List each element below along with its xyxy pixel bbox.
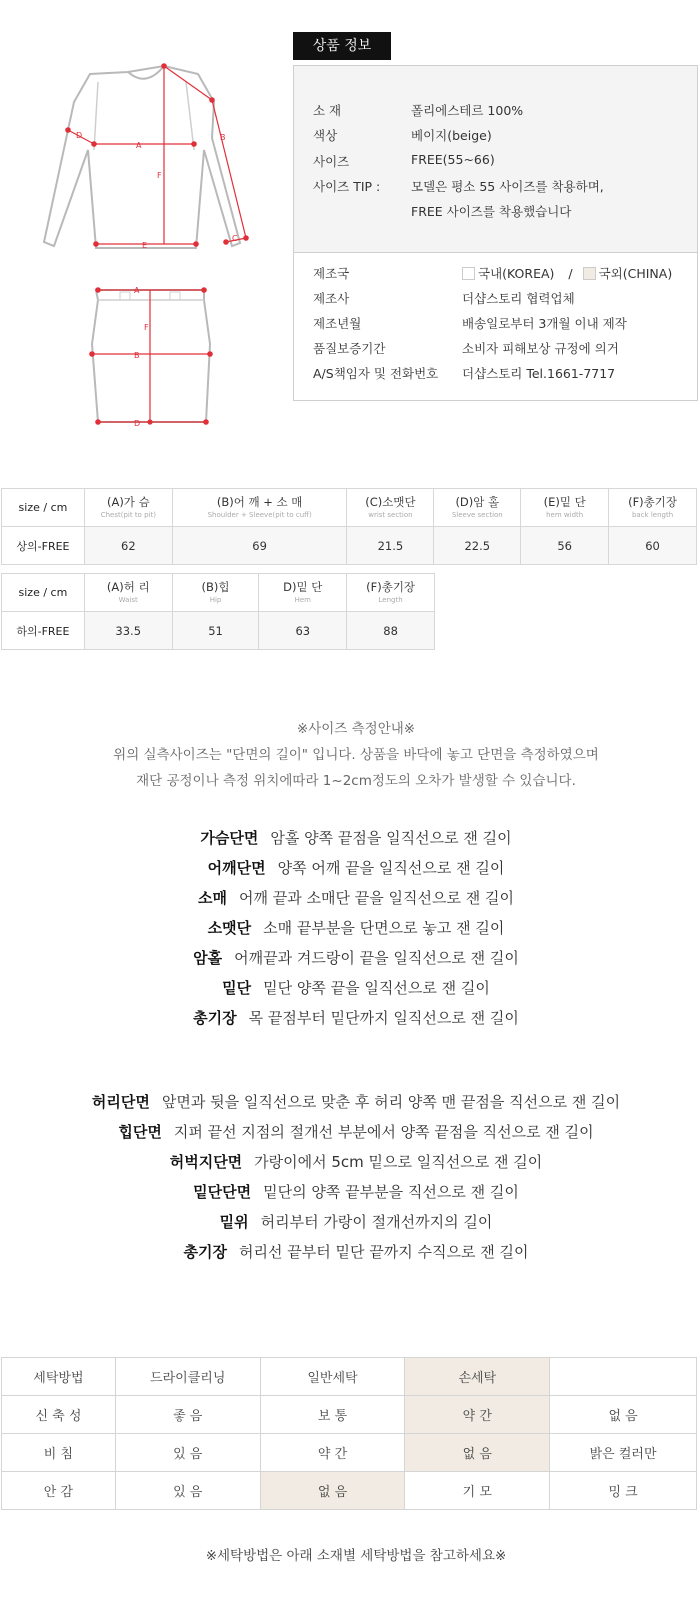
size-bottom-header-row: [2, 574, 435, 612]
care-row-sheerness: [2, 1434, 697, 1472]
size-top-value-row: [2, 527, 697, 565]
origin-separator: /: [568, 266, 573, 281]
size-top-col-length: (F)총기장 back length: [609, 489, 697, 527]
def-top-armhole: 암홀 어깨끝과 겨드랑이 끝을 일직선으로 잰 길이: [193, 949, 519, 967]
size-bottom-col-hem: D)밑 단 Hem: [259, 574, 347, 612]
size-top-row-label: 상의-FREE: [2, 527, 85, 565]
size-top-value-hem: 56: [521, 527, 609, 565]
size-top-value-length: 60: [609, 527, 697, 565]
care-header-dry-cleaning: 드라이클리닝: [115, 1358, 260, 1396]
notes-title: ※사이즈 측정안내※: [296, 721, 416, 737]
care-label-stretch: 신 축 성: [2, 1396, 116, 1434]
def-bottom-hip: 힙단면 지퍼 끝선 지점의 절개선 부분에서 양쪽 끝점을 직선으로 잰 길이: [118, 1123, 594, 1141]
def-top-hem: 밑단 밑단 양쪽 끝을 일직선으로 잰 길이: [222, 979, 490, 997]
diagram-label-a: A: [136, 141, 142, 150]
diagram-label-e: E: [142, 241, 148, 250]
size-top-col-wrist: (C)소맷단 wrist section: [347, 489, 434, 527]
size-bottom-col-waist: (A)허 리 Waist: [84, 574, 172, 612]
care-row-stretch: [2, 1396, 697, 1434]
size-top-value-armhole: 22.5: [434, 527, 521, 565]
size-table-bottom: [1, 573, 435, 650]
product-spec-box: 소 재 폴리에스테르 100% 색상 베이지(beige) 사이즈 FREE(55~66) 사이즈 TIP : 모델은 평소 55 사이즈를 착용하며, FREE 사이즈를 착용했습니다: [293, 65, 698, 253]
def-top-sleeve: 소매 어깨 끝과 소매단 끝을 일직선으로 잰 길이: [198, 889, 514, 907]
size-bottom-row-label: 하의-FREE: [2, 612, 85, 650]
origin-china: 국외(CHINA): [598, 266, 673, 281]
size-top-value-chest: 62: [84, 527, 172, 565]
care-header-hand-wash: 손세탁: [405, 1358, 550, 1396]
size-top-col-armhole: (D)암 홀 Sleeve section: [434, 489, 521, 527]
size-top-col-shoulder-sleeve: (B)어 깨 + 소 매 Shoulder + Sleeve(pit to cuff): [172, 489, 347, 527]
def-top-length: 총기장 목 끝점부터 밑단까지 일직선으로 잰 길이: [193, 1009, 519, 1027]
diagram-label-hip-b: B: [134, 351, 140, 360]
size-bottom-col-length: (F)총기장 Length: [347, 574, 435, 612]
size-bottom-value-length: 88: [347, 612, 435, 650]
notes-line-2: 재단 공정이나 측정 위치에따라 1~2cm정도의 오차가 발생할 수 있습니다.: [136, 773, 576, 789]
skirt-measurement-diagram: [88, 284, 218, 444]
def-bottom-waist: 허리단면 앞면과 뒷을 일직선으로 맞춘 후 허리 양쪽 맨 끝점을 직선으로 잰 길이: [91, 1093, 621, 1111]
care-header-row: [2, 1358, 697, 1396]
def-bottom-rise: 밑위 허리부터 가랑이 절개선까지의 길이: [219, 1213, 493, 1231]
top-measurement-diagram: [36, 58, 256, 258]
def-bottom-length: 총기장 허리선 끝부터 밑단 끝까지 수직으로 잰 길이: [183, 1243, 529, 1261]
measurement-notes: [0, 716, 700, 794]
size-top-value-shoulder-sleeve: 69: [172, 527, 347, 565]
size-bottom-value-waist: 33.5: [84, 612, 172, 650]
care-label-sheerness: 비 침: [2, 1434, 116, 1472]
origin-korea: 국내(KOREA): [478, 266, 555, 281]
care-cell-selected: 없 음: [405, 1434, 550, 1472]
care-cell: 밝은 컬러만: [550, 1434, 697, 1472]
diagram-label-c: C: [232, 234, 238, 243]
diagram-label-length-f: F: [144, 323, 149, 332]
care-cell-selected: 없 음: [260, 1472, 405, 1510]
care-cell: 있 음: [115, 1472, 260, 1510]
care-cell: 기 모: [405, 1472, 550, 1510]
size-top-value-wrist: 21.5: [347, 527, 434, 565]
size-bottom-col-hip: (B)힙 Hip: [172, 574, 259, 612]
def-top-chest: 가슴단면 암홀 양쪽 끝점을 일직선으로 잰 길이: [200, 829, 512, 847]
size-top-header-row: [2, 489, 697, 527]
size-top-col-hem: (E)밑 단 hem width: [521, 489, 609, 527]
care-header-method: 세탁방법: [2, 1358, 116, 1396]
care-cell: 밍 크: [550, 1472, 697, 1510]
care-row-lining: [2, 1472, 697, 1510]
size-table-top: [1, 488, 697, 565]
care-cell: 있 음: [115, 1434, 260, 1472]
size-bottom-value-hip: 51: [172, 612, 259, 650]
size-bottom-value-row: [2, 612, 435, 650]
care-note: ※세탁방법은 아래 소재별 세탁방법을 참고하세요※: [205, 1548, 507, 1564]
care-header-regular-wash: 일반세탁: [260, 1358, 405, 1396]
diagram-label-d: D: [76, 131, 83, 140]
care-cell: 약 간: [260, 1434, 405, 1472]
care-cell: 없 음: [550, 1396, 697, 1434]
def-bottom-hem: 밑단단면 밑단의 양쪽 끝부분을 직선으로 잰 길이: [193, 1183, 519, 1201]
size-bottom-rowhead: size / cm: [2, 574, 85, 612]
diagram-label-waist-a: A: [134, 286, 140, 295]
care-cell: 좋 음: [115, 1396, 260, 1434]
def-top-cuff: 소맷단 소매 끝부분을 단면으로 놓고 잰 길이: [207, 919, 505, 937]
diagram-label-hem-d: D: [134, 419, 141, 428]
care-label-lining: 안 감: [2, 1472, 116, 1510]
care-cell: 보 통: [260, 1396, 405, 1434]
notes-line-1: 위의 실측사이즈는 "단면의 길이" 입니다. 상품을 바닥에 놓고 단면을 측정하였으며: [113, 747, 599, 763]
def-bottom-thigh: 허벅지단면 가랑이에서 5cm 밑으로 일직선으로 잰 길이: [169, 1153, 543, 1171]
size-top-col-chest: (A)가 슴 Chest(pit to pit): [84, 489, 172, 527]
size-top-rowhead: size / cm: [2, 489, 85, 527]
size-bottom-value-hem: 63: [259, 612, 347, 650]
product-info-title: 상품 정보: [293, 32, 391, 60]
product-detail-box: 제조국 국내(KOREA) / 국외(CHINA) 제조사 더샵스토리 협력업체 제조년월 배송일로부터 3개월 이내 제작 품질보증기간 소비자 피해보상 규정에 의거 A/S책임자 및 전화번호 더샵스토리 Tel.1661-7717: [293, 253, 698, 401]
def-top-shoulder: 어깨단면 양쪽 어깨 끝을 일직선으로 잰 길이: [207, 859, 505, 877]
care-cell-selected: 약 간: [405, 1396, 550, 1434]
care-table: [1, 1357, 697, 1510]
diagram-label-f: F: [157, 171, 162, 180]
origin-china-checkbox: [583, 267, 596, 280]
origin-korea-checkbox: [462, 267, 475, 280]
diagram-label-b: B: [220, 133, 226, 142]
care-header-empty: [550, 1358, 697, 1396]
